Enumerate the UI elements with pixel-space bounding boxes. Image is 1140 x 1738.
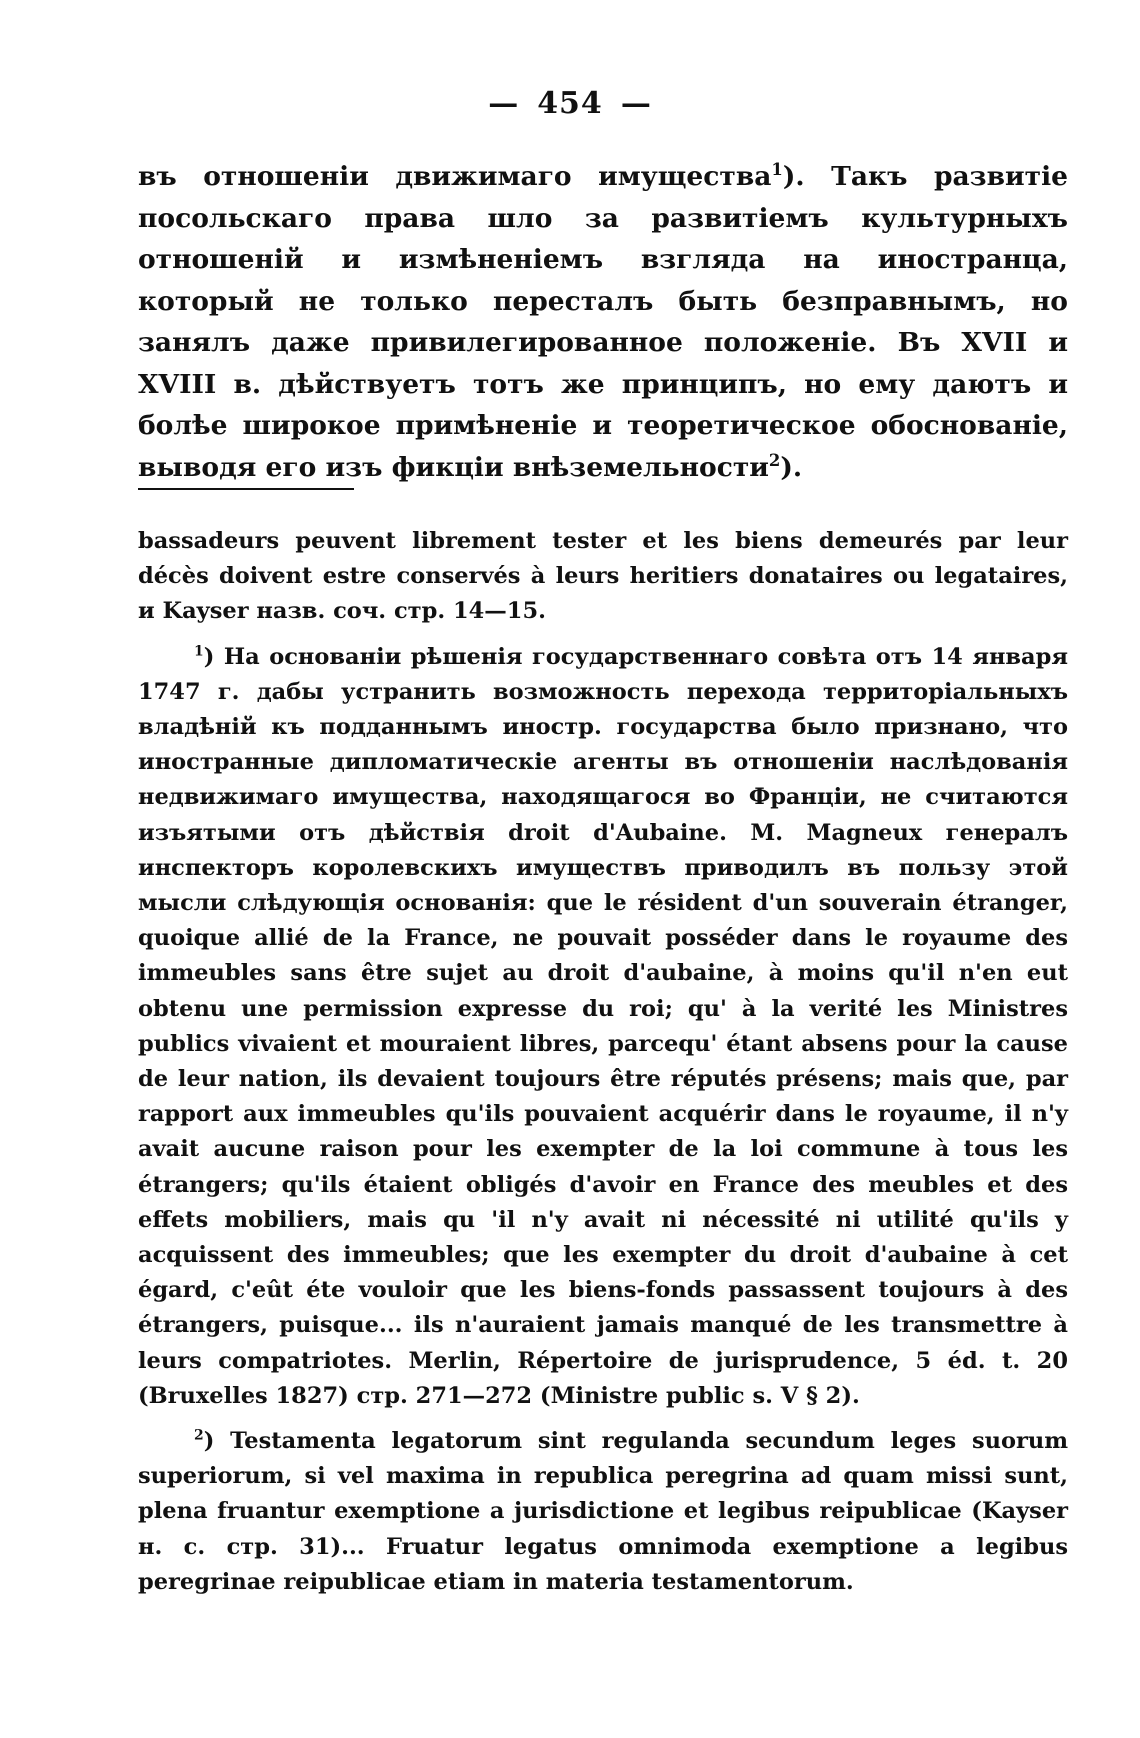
footnote-1-marker: 1 (194, 643, 204, 660)
footnote-ref-1[interactable]: 1 (771, 160, 783, 180)
page-number-dash-right: — (620, 86, 652, 121)
footnote-1 (138, 640, 1068, 1414)
main-text-part-3: ). (780, 451, 803, 483)
page-number-header (0, 86, 1140, 121)
footnote-ref-2[interactable]: 2 (768, 450, 781, 470)
page-number: 454 (537, 86, 603, 121)
footnotes (138, 524, 1068, 1610)
main-text-part-1: въ отношеніи движимаго имущества (138, 161, 772, 192)
main-text-part-2: ). Такъ развитіе посольскаго права шло за развитіемъ культурныхъ отношеній и измѣненіемъ взгляда на иностранца, который не только пересталъ быть безправнымъ, но занялъ даже привилегированное положеніе. Въ XVII и XVIII в. дѣйствуетъ тотъ же принципъ, но ему даютъ и болѣе широкое примѣненіе и теоретическое обоснованіе, выводя его изъ фикціи внѣземельности (138, 161, 1068, 483)
footnote-2-text: ) Testamenta legatorum sint regulanda secundum leges suorum superiorum, si vel maxima in republica peregrina ad quam missi sunt, plena fruantur exemptione a jurisdictione et legibus reipublicae (Kayser н. с. стр. 31)... Fruatur legatus omnimoda exemptione a legibus peregrinae reipublicae etiam in materia testamentorum. (138, 1428, 1068, 1595)
footnote-divider (138, 488, 354, 490)
footnote-2-marker: 2 (194, 1427, 204, 1444)
footnote-continuation: bassadeurs peuvent librement tester et les biens demeurés par leur décès doivent estre conservés à leurs heritiers donataires ou legataires, и Kayser назв. соч. стр. 14—15. (138, 528, 1068, 625)
main-paragraph (138, 156, 1068, 488)
footnote-1-text: ) На основаніи рѣшенія государственнаго совѣта отъ 14 января 1747 г. дабы устранить возможность перехода территоріальныхъ владѣній къ подданнымъ иностр. государства было признано, что иностранные дипломатическіе агенты въ отношеніи наслѣдованія недвижимаго имущества, находящагося во Франціи, не считаются изъятыми отъ дѣйствія droit d'Aubaine. M. Magneux генералъ инспекторъ королевскихъ имуществъ приводилъ въ пользу этой мысли слѣдующія основанія: que le résident d'un souverain étranger, quoique allié de la France, ne pouvait posséder dans le royaume des immeubles sans être sujet au droit d'aubaine, à moins qu'il n'en eut obtenu une permission expresse du roi; qu' à la verité les Ministres publics vivaient et mouraient libres, parcequ' étant absens pour la cause de leur nation, ils devaient toujours être réputés présens; mais que, par rapport aux immeubles qu'ils pouvaient acquérir dans le royaume, il n'y avait aucune raison pour les exempter de la loi commune à tous les étrangers; qu'ils étaient obligés d'avoir en France des meubles et des effets mobiliers, mais qu 'il n'y avait ni nécessité ni utilité qu'ils y acquissent des immeubles; que les exempter du droit d'aubaine à cet égard, c'eût éte vouloir que les biens-fonds passassent toujours à des étrangers, puisque... ils n'auraient jamais manqué de les transmettre à leurs compatriotes. Merlin, Répertoire de jurisprudence, 5 éd. t. 20 (Bruxelles 1827) стр. 271—272 (Ministre public s. V § 2). (138, 643, 1068, 1409)
footnote-2 (138, 1424, 1068, 1600)
page-number-dash-left: — (488, 86, 520, 121)
